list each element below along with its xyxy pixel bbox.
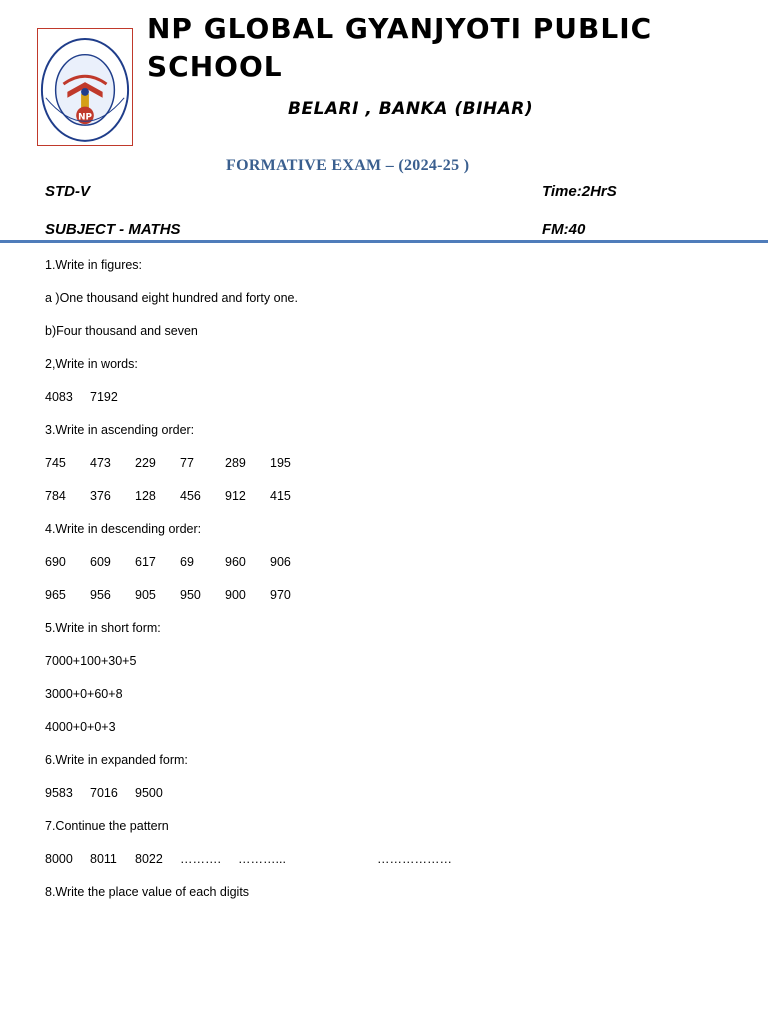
time-label: Time:2HrS bbox=[542, 183, 617, 200]
svg-text:NP: NP bbox=[78, 112, 92, 123]
number-value: 289 bbox=[225, 456, 246, 470]
answer-blank: ………... bbox=[238, 852, 286, 866]
question-4-row-1 bbox=[45, 554, 745, 587]
number-value: 906 bbox=[270, 555, 291, 569]
question-1b: b)Four thousand and seven bbox=[45, 324, 198, 338]
exam-title: FORMATIVE EXAM – (2024-25 ) bbox=[226, 157, 470, 174]
number-value: 4083 bbox=[45, 390, 73, 404]
number-value: 9500 bbox=[135, 786, 163, 800]
number-value: 745 bbox=[45, 456, 66, 470]
question-3-row-2 bbox=[45, 488, 745, 521]
number-value: 617 bbox=[135, 555, 156, 569]
question-3: 3.Write in ascending order: bbox=[45, 423, 195, 437]
question-3-row-1 bbox=[45, 455, 745, 488]
question-list bbox=[45, 257, 745, 917]
question-4: 4.Write in descending order: bbox=[45, 522, 202, 536]
answer-blank: ……………… bbox=[377, 852, 452, 866]
short-form-item: 4000+0+0+3 bbox=[45, 720, 116, 734]
school-address: BELARI , BANKA (BIHAR) bbox=[288, 99, 534, 119]
header-divider bbox=[0, 240, 768, 243]
question-6: 6.Write in expanded form: bbox=[45, 753, 188, 767]
short-form-item: 3000+0+60+8 bbox=[45, 687, 123, 701]
short-form-item: 7000+100+30+5 bbox=[45, 654, 137, 668]
number-value: 8000 bbox=[45, 852, 73, 866]
number-value: 473 bbox=[90, 456, 111, 470]
number-value: 376 bbox=[90, 489, 111, 503]
number-value: 456 bbox=[180, 489, 201, 503]
number-value: 415 bbox=[270, 489, 291, 503]
answer-blank: ………. bbox=[180, 852, 221, 866]
school-crest-icon bbox=[38, 29, 132, 145]
number-value: 7016 bbox=[90, 786, 118, 800]
number-value: 128 bbox=[135, 489, 156, 503]
number-value: 905 bbox=[135, 588, 156, 602]
number-value: 784 bbox=[45, 489, 66, 503]
number-value: 609 bbox=[90, 555, 111, 569]
question-8: 8.Write the place value of each digits bbox=[45, 885, 250, 899]
full-marks-label: FM:40 bbox=[542, 221, 586, 238]
school-logo bbox=[37, 28, 133, 146]
number-value: 960 bbox=[225, 555, 246, 569]
question-4-row-2 bbox=[45, 587, 745, 620]
question-1: 1.Write in figures: bbox=[45, 258, 143, 272]
question-6-values bbox=[45, 785, 745, 818]
question-1a: a )One thousand eight hundred and forty one. bbox=[45, 291, 298, 305]
number-value: 195 bbox=[270, 456, 291, 470]
question-7-pattern bbox=[45, 851, 745, 884]
number-value: 77 bbox=[180, 456, 194, 470]
question-5: 5.Write in short form: bbox=[45, 621, 161, 635]
number-value: 8022 bbox=[135, 852, 163, 866]
number-value: 9583 bbox=[45, 786, 73, 800]
number-value: 950 bbox=[180, 588, 201, 602]
std-label: STD-V bbox=[45, 183, 90, 200]
number-value: 965 bbox=[45, 588, 66, 602]
number-value: 900 bbox=[225, 588, 246, 602]
question-7: 7.Continue the pattern bbox=[45, 819, 169, 833]
question-2-values bbox=[45, 389, 745, 422]
number-value: 7192 bbox=[90, 390, 118, 404]
number-value: 229 bbox=[135, 456, 156, 470]
subject-label: SUBJECT - MATHS bbox=[45, 221, 181, 238]
number-value: 690 bbox=[45, 555, 66, 569]
number-value: 956 bbox=[90, 588, 111, 602]
number-value: 8011 bbox=[90, 852, 117, 866]
number-value: 912 bbox=[225, 489, 246, 503]
question-2: 2,Write in words: bbox=[45, 357, 138, 371]
number-value: 970 bbox=[270, 588, 291, 602]
school-name: NP GLOBAL GYANJYOTI PUBLIC SCHOOL bbox=[147, 12, 653, 83]
number-value: 69 bbox=[180, 555, 194, 569]
